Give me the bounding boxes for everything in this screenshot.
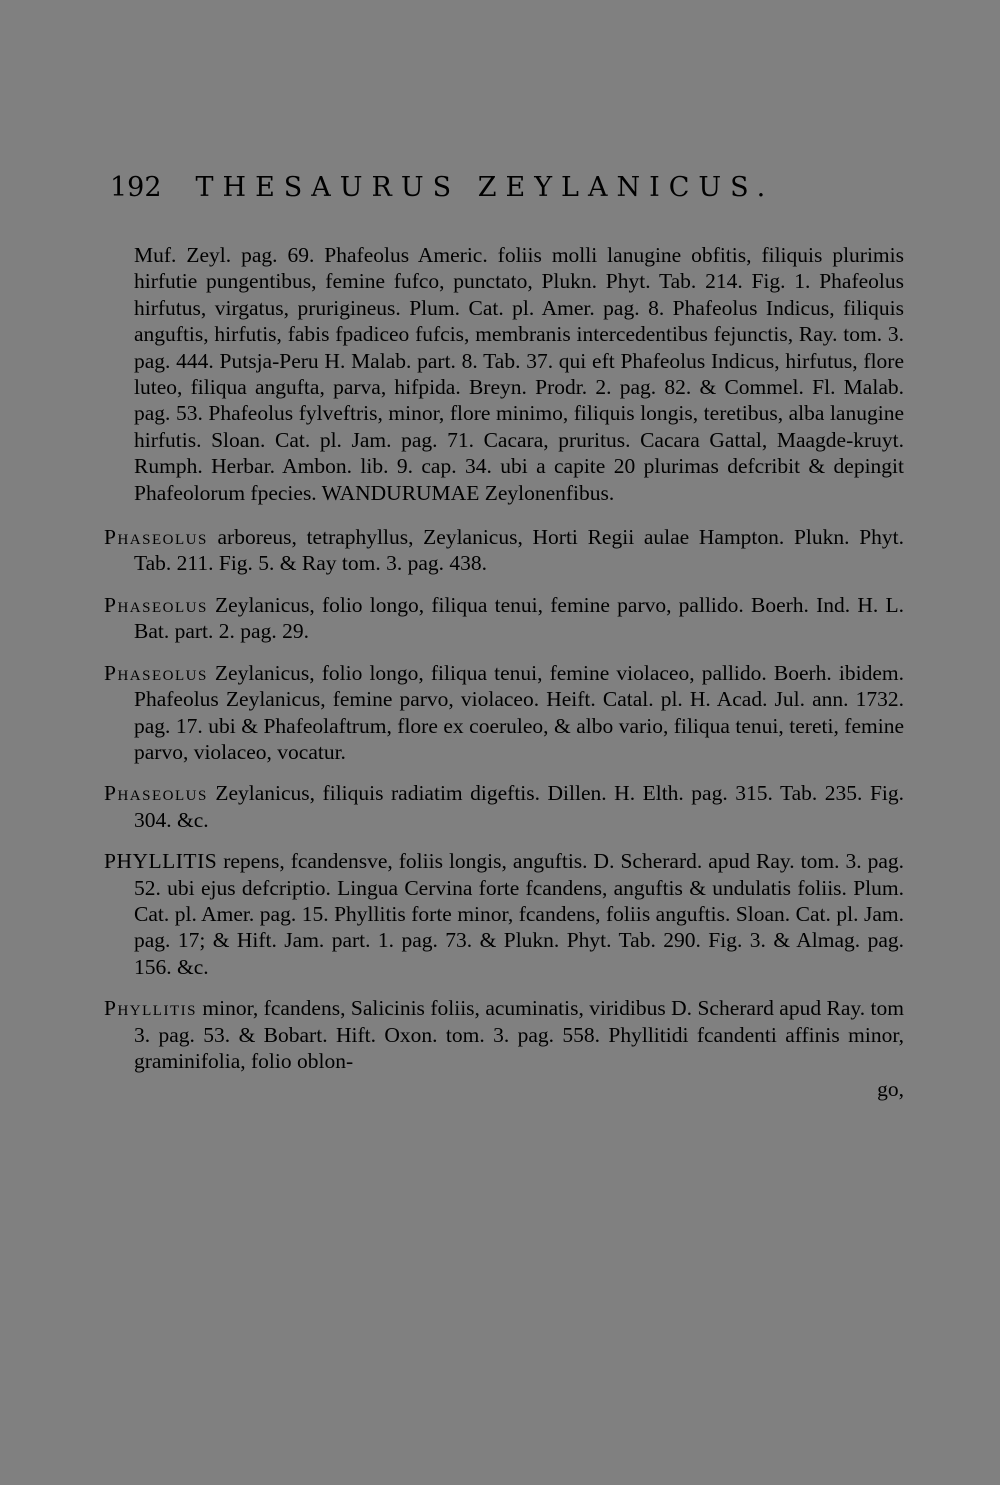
- running-header: [110, 172, 890, 203]
- entry-phaseolus-arboreus: [104, 524, 904, 577]
- entry-headword: Phaseolus: [104, 592, 208, 617]
- entry-continued: [104, 242, 904, 506]
- entry-text: minor, fcandens, Salicinis foliis, acuminatis, viridibus D. Scherard apud Ray. tom 3. pag. 53. & Bobart. Hift. Oxon. tom. 3. pag. 558. Phyllitidi fcandenti affinis minor, graminifolia, folio oblon-: [134, 996, 904, 1073]
- entry-phaseolus-pallido: [104, 592, 904, 645]
- entry-text: repens, fcandensve, foliis longis, anguftis. D. Scherard. apud Ray. tom. 3. pag. 52. ubi ejus defcriptio. Lingua Cervina forte fcandens, anguftis & undulatis foliis. Plum. Cat. pl. Amer. pag. 15. Phyllitis forte minor, fcandens, foliis anguftis. Sloan. Cat. pl. Jam. pag. 17; & Hift. Jam. part. 1. pag. 73. & Plukn. Phyt. Tab. 290. Fig. 3. & Almag. pag. 156. &c.: [134, 849, 905, 979]
- running-title: THESAURUS ZEYLANICUS.: [195, 172, 775, 203]
- entry-headword: Phaseolus: [104, 781, 208, 806]
- entry-phyllitis-repens: [104, 848, 904, 980]
- page-number: 192: [110, 172, 162, 203]
- entry-phyllitis-minor: [104, 995, 904, 1103]
- entry-phaseolus-radiatim: [104, 780, 904, 833]
- catchword: go,: [877, 1077, 904, 1102]
- entry-phaseolus-violaceo: [104, 660, 904, 766]
- entry-headword: Phyllitis: [104, 996, 197, 1021]
- entry-headword: Phaseolus: [104, 525, 208, 550]
- entry-text: Zeylanicus, folio longo, filiqua tenui, femine violaceo, pallido. Boerh. ibidem. Phafeolus Zeylanicus, femine parvo, violaceo. Heift. Catal. pl. H. Acad. Jul. ann. 1732. pag. 17. ubi & Phafeolaftrum, flore ex coeruleo, & albo vario, filiqua tenui, tereti, femine parvo, violaceo, vocatur.: [134, 660, 904, 764]
- entry-text: Zeylanicus, filiquis radiatim digeftis. Dillen. H. Elth. pag. 315. Tab. 235. Fig. 304. &c.: [134, 781, 905, 832]
- entry-headword: Phaseolus: [104, 660, 208, 685]
- entry-text: arboreus, tetraphyllus, Zeylanicus, Horti Regii aulae Hampton. Plukn. Phyt. Tab. 211. Fig. 5. & Ray tom. 3. pag. 438.: [134, 525, 905, 576]
- text-body: [104, 242, 904, 1118]
- entry-headword: PHYLLITIS: [104, 849, 218, 874]
- entry-text: Muf. Zeyl. pag. 69. Phafeolus Americ. foliis molli lanugine obfitis, filiquis plurimis hirfutie pungentibus, femine fufco, punctato, Plukn. Phyt. Tab. 214. Fig. 1. Phafeolus hirfutus, virgatus, prurigineus. Plum. Cat. pl. Amer. pag. 8. Phafeolus Indicus, filiquis anguftis, hirfutis, fabis fpadiceo fufcis, membranis intercedentibus fejunctis, Ray. tom. 3. pag. 444. Putsja-Peru H. Malab. part. 8. Tab. 37. qui eft Phafeolus Indicus, hirfutus, flore luteo, filiqua angufta, parva, hifpida. Breyn. Prodr. 2. pag. 82. & Commel. Fl. Malab. pag. 53. Phafeolus fylveftris, minor, flore minimo, filiquis longis, teretibus, alba lanugine hirfutis. Sloan. Cat. pl. Jam. pag. 71. Cacara, pruritus. Cacara Gattal, Maagde-kruyt. Rumph. Herbar. Ambon. lib. 9. cap. 34. ubi a capite 20 plurimas defcribit & depingit Phafeolorum fpecies. WANDURUMAE Zeylonenfibus.: [134, 243, 904, 505]
- entry-text: Zeylanicus, folio longo, filiqua tenui, femine parvo, pallido. Boerh. Ind. H. L. Bat. part. 2. pag. 29.: [134, 592, 904, 644]
